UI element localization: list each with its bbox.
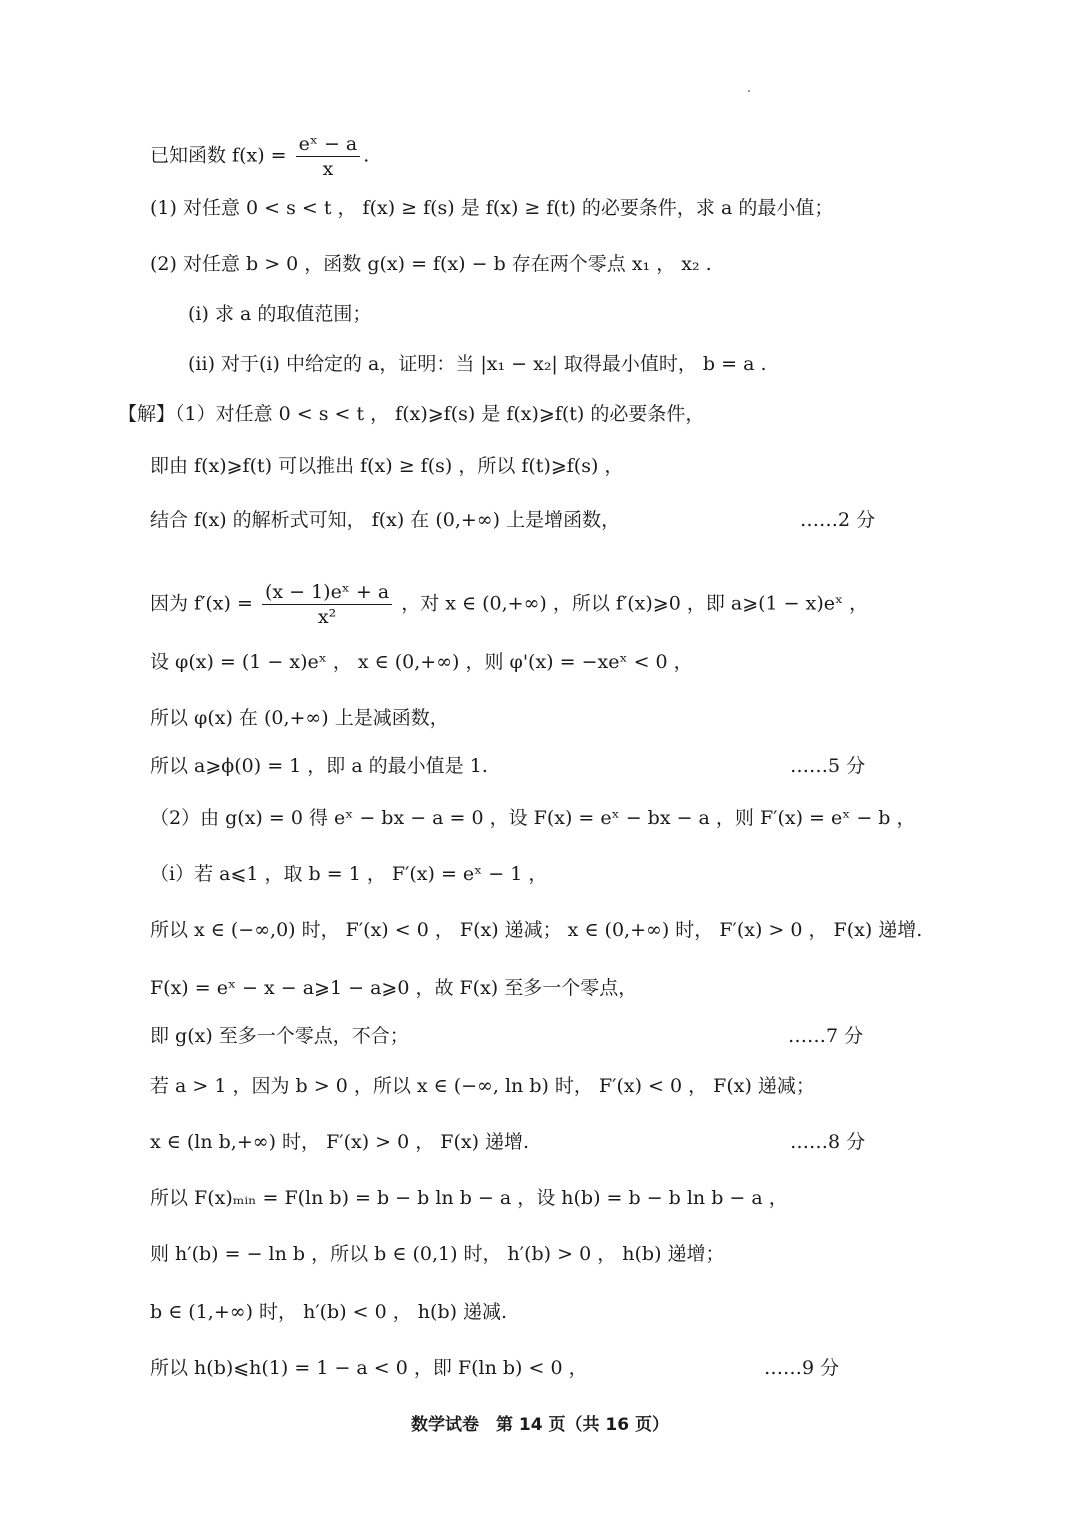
solution-line-16: 则 h′(b) = − ln b ，所以 b ∈ (0,1) 时， h′(b) > 0 ， h(b) 递增； (150, 1243, 725, 1265)
solution-line-18: 所以 h(b)⩽h(1) = 1 − a < 0 ，即 F(ln b) < 0 ， (150, 1357, 588, 1379)
solution-line-4: 因为 f′(x) = $\frac{\text{(x − 1)eˣ + a}}{\text{x²}}$ ，对 x ∈ (0,+∞) ，所以 f′(x)⩾0 ，即 a⩾(1 − x)eˣ ， (150, 581, 869, 628)
solution-line-15: 所以 F(x)ₘᵢₙ = F(ln b) = b − b ln b − a ，设 h(b) = b − b ln b − a ， (150, 1187, 788, 1209)
problem-part2: (2) 对任意 b > 0 ，函数 g(x) = f(x) − b 存在两个零点 x₁ ， x₂ . (150, 253, 712, 275)
solution-line-7: 所以 a⩾ϕ(0) = 1 ，即 a 的最小值是 1. (150, 755, 488, 777)
solution-line-10: 所以 x ∈ (−∞,0) 时， F′(x) < 0 ， F(x) 递减； x ∈ (0,+∞) 时， F′(x) > 0 ， F(x) 递增. (150, 919, 923, 941)
score-2: ……2 分 (800, 509, 876, 531)
problem-intro: 已知函数 f(x) = $\frac{\text{eˣ − a}}{x}$ . (150, 133, 370, 180)
problem-part2-ii: (ii) 对于(i) 中给定的 a，证明：当 |x₁ − x₂| 取得最小值时， b = a . (188, 353, 767, 375)
solution-line-3: 结合 f(x) 的解析式可知， f(x) 在 (0,+∞) 上是增函数， (150, 509, 621, 531)
score-5: ……5 分 (790, 755, 866, 777)
score-8: ……8 分 (790, 1131, 866, 1153)
page-footer: 数学试卷 第 14 页（共 16 页） (411, 1415, 669, 1435)
solution-line-11: F(x) = eˣ − x − a⩾1 − a⩾0 ，故 F(x) 至多一个零点， (150, 977, 638, 999)
solution-line-9: （i）若 a⩽1 ，取 b = 1 ， F′(x) = eˣ − 1 ， (150, 863, 548, 885)
solution-line-17: b ∈ (1,+∞) 时， h′(b) < 0 ， h(b) 递减. (150, 1301, 508, 1323)
problem-part2-i: (i) 求 a 的取值范围； (188, 303, 372, 325)
derivative-fraction: $\frac{\text{(x − 1)eˣ + a}}{\text{x²}}$ (262, 580, 392, 629)
intro-fraction: $\frac{\text{eˣ − a}}{x}$ (296, 132, 361, 181)
solution-line-1: 【解】（1）对任意 0 < s < t ， f(x)⩾f(s) 是 f(x)⩾f(t) 的必要条件， (118, 403, 705, 425)
problem-part1: (1) 对任意 0 < s < t ， f(x) ≥ f(s) 是 f(x) ≥ f(t) 的必要条件，求 a 的最小值； (150, 197, 834, 219)
solution-line-8: （2）由 g(x) = 0 得 eˣ − bx − a = 0 ，设 F(x) = eˣ − bx − a ，则 F′(x) = eˣ − b ， (150, 807, 916, 829)
solution-line-12: 即 g(x) 至多一个零点，不合； (150, 1025, 409, 1047)
score-9: ……9 分 (764, 1357, 840, 1379)
solution-line-14: x ∈ (ln b,+∞) 时， F′(x) > 0 ， F(x) 递增. (150, 1131, 530, 1153)
score-7: ……7 分 (788, 1025, 864, 1047)
solution-line-5: 设 φ(x) = (1 − x)eˣ ， x ∈ (0,+∞) ，则 φ'(x) = −xeˣ < 0 ， (150, 651, 693, 673)
solution-line-6: 所以 φ(x) 在 (0,+∞) 上是减函数， (150, 707, 449, 729)
solution-line-2: 即由 f(x)⩾f(t) 可以推出 f(x) ≥ f(s) ，所以 f(t)⩾f(s) ， (150, 455, 624, 477)
stray-dot (748, 90, 750, 92)
solution-line-13: 若 a > 1 ，因为 b > 0 ，所以 x ∈ (−∞, ln b) 时， F′(x) < 0 ， F(x) 递减； (150, 1075, 815, 1097)
